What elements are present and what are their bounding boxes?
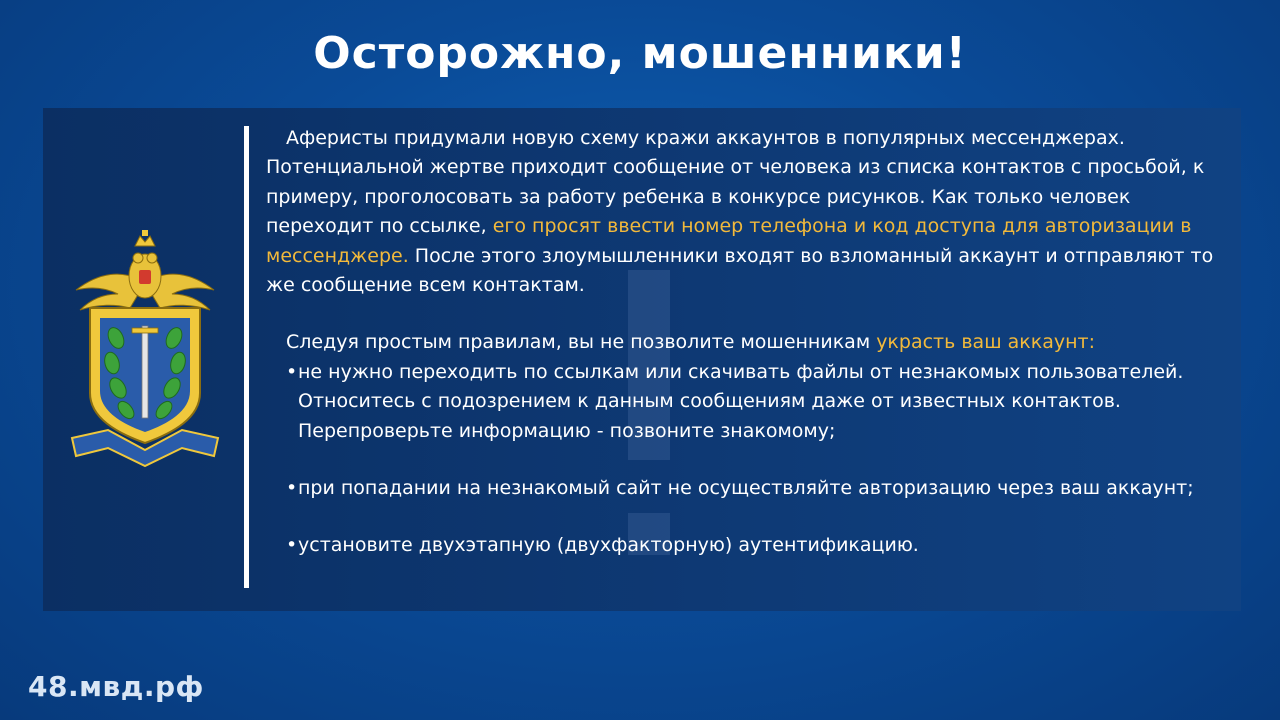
paragraph-scheme-end: После этого злоумышленники входят во взломанный аккаунт и отправляют то же сообщение всем контактам. [266,244,1214,297]
rule-text: не нужно переходить по ссылкам или скачивать файлы от незнакомых пользователей. Относитесь с подозрением к данным сообщениям даже от известных контактов. Перепроверьте информацию - позвоните знакомому; [298,360,1184,442]
site-url: 48.мвд.рф [28,670,204,703]
highlight-steal-account: украсть ваш аккаунт: [876,331,1096,354]
article-text [266,124,1241,561]
list-item [286,531,1241,560]
bullet-icon: • [286,534,298,557]
paragraph-scheme-text: Аферисты придумали новую схему кражи аккаунтов в популярных мессенджерах. Потенциальной жертве приходит сообщение от человека из списка контактов с просьбой, к примеру, проголосовать за работу ребенка в конкурсе рисунков. Как только человек переходит по ссылке, [266,127,1205,238]
bullet-icon: • [286,477,298,500]
highlight-phone-code: его просят ввести номер телефона и код доступа для авторизации в мессенджере. [266,215,1192,267]
rule-text: при попадании на незнакомый сайт не осуществляйте авторизацию через ваш аккаунт; [298,477,1194,500]
bullet-icon: • [286,360,298,383]
rule-text: установите двухэтапную (двухфакторную) аутентификацию. [298,534,919,557]
list-item [286,358,1241,446]
rules-intro-text: Следуя простым правилам, вы не позволите мошенникам [286,331,877,354]
paragraph-scheme [266,124,1241,300]
list-item [286,474,1241,503]
paragraph-rules-intro [266,328,1241,357]
vertical-divider [244,126,249,588]
mvd-emblem [68,228,222,468]
page-title: Осторожно, мошенники! [313,28,967,79]
